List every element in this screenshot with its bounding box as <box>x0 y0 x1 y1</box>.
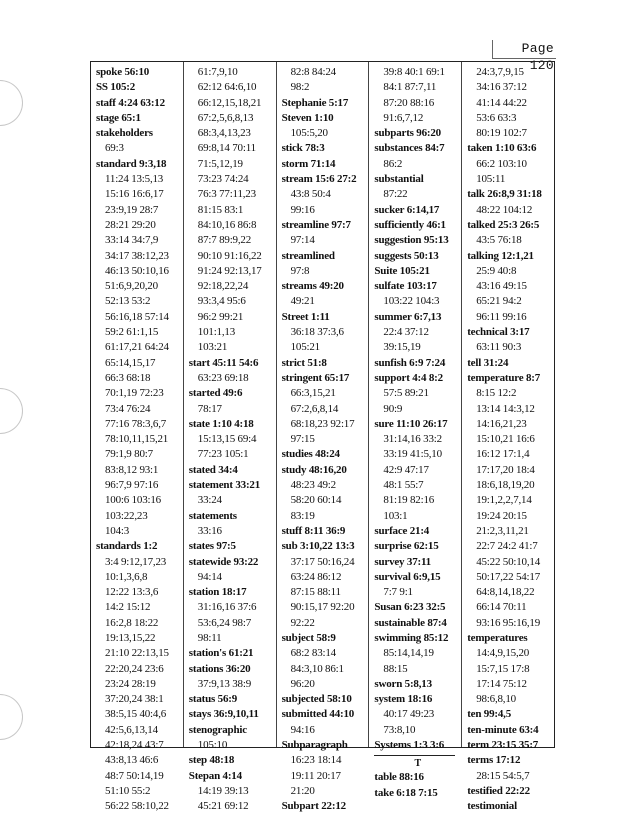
index-headword: station 18:17 <box>188 586 247 599</box>
index-citation: 57:5 89:21 <box>383 387 429 400</box>
index-citation: 12:22 13:3,6 <box>105 586 159 599</box>
index-citation: 81:15 83:1 <box>197 203 244 216</box>
index-citation: 97:8 <box>290 264 310 277</box>
index-headword: sufficiently 46:1 <box>374 218 446 231</box>
index-headword: Steven 1:10 <box>281 111 334 124</box>
index-citation: 103:21 <box>197 341 228 354</box>
index-citation: 48:7 50:14,19 <box>105 769 164 782</box>
index-citation: 98:2 <box>290 81 310 94</box>
index-citation: 87:15 88:11 <box>290 586 341 599</box>
index-citation: 67:2,5,6,8,13 <box>197 111 254 124</box>
punch-hole-bottom <box>0 694 23 740</box>
index-headword: talked 25:3 26:5 <box>467 218 540 231</box>
index-citation: 66:3,15,21 <box>290 387 336 400</box>
index-citation: 100:6 103:16 <box>105 494 161 507</box>
section-letter: T <box>414 758 422 770</box>
index-headword: suggests 50:13 <box>374 249 439 262</box>
index-citation: 78:10,11,15,21 <box>105 433 169 446</box>
index-citation: 16:2,8 18:22 <box>105 616 159 629</box>
index-citation: 23:24 28:19 <box>105 677 156 690</box>
index-citation: 86:2 <box>383 157 403 170</box>
index-citation: 66:14 70:11 <box>476 601 527 614</box>
index-citation: 90:9 <box>383 402 403 415</box>
index-headword: spoke 56:10 <box>96 66 150 78</box>
index-headword: talk 26:8,9 31:18 <box>467 188 542 201</box>
index-column-3 <box>277 62 370 813</box>
index-headword: Systems 1:3 3:6 <box>374 739 445 752</box>
index-headword: submitted 44:10 <box>281 708 355 721</box>
index-citation: 69:8,14 70:11 <box>197 142 256 155</box>
index-citation: 97:15 <box>290 433 315 446</box>
index-citation: 28:15 54:5,7 <box>476 769 530 782</box>
index-headword: Suite 105:21 <box>374 264 430 277</box>
index-citation: 66:12,15,18,21 <box>197 96 262 109</box>
index-headword: sulfate 103:17 <box>374 280 437 293</box>
index-citation: 84:10,16 86:8 <box>197 218 257 231</box>
index-citation: 65:14,15,17 <box>105 356 156 369</box>
index-citation: 40:17 49:23 <box>383 708 435 721</box>
index-citation: 83:19 <box>290 509 315 522</box>
index-citation: 51:10 55:2 <box>105 784 151 797</box>
index-citation: 15:7,15 17:8 <box>476 662 530 675</box>
index-citation: 36:18 37:3,6 <box>290 326 344 339</box>
index-citation: 96:2 99:21 <box>197 310 244 323</box>
index-citation: 70:1,19 72:23 <box>105 387 164 400</box>
index-citation: 78:17 <box>197 402 222 415</box>
index-headword: step 48:18 <box>188 754 235 767</box>
index-citation: 96:11 99:16 <box>476 310 527 323</box>
index-headword: statement 33:21 <box>188 479 261 492</box>
index-column-2 <box>184 62 277 813</box>
punch-hole-middle <box>0 388 23 434</box>
index-citation: 77:23 105:1 <box>197 448 249 461</box>
index-citation: 21:2,3,11,21 <box>476 524 529 537</box>
index-citation: 10:1,3,6,8 <box>105 570 148 583</box>
index-citation: 94:16 <box>290 723 315 736</box>
index-citation: 16:23 18:14 <box>290 754 342 767</box>
index-headword: stuff 8:11 36:9 <box>281 524 346 537</box>
index-citation: 14:19 39:13 <box>197 784 249 797</box>
index-headword: stakeholders <box>96 127 153 140</box>
index-citation: 105:5,20 <box>290 127 328 140</box>
index-citation: 93:16 95:16,19 <box>476 616 540 629</box>
index-citation: 22:7 24:2 41:7 <box>476 540 538 553</box>
index-citation: 7:7 9:1 <box>383 586 413 599</box>
index-citation: 105:21 <box>290 341 320 354</box>
index-citation: 43:8,13 46:6 <box>105 754 159 767</box>
index-citation: 34:17 38:12,23 <box>105 249 169 262</box>
index-citation: 15:13,15 69:4 <box>197 433 257 446</box>
index-citation: 14:2 15:12 <box>105 601 151 614</box>
index-citation: 81:19 82:16 <box>383 494 435 507</box>
index-citation: 43:16 49:15 <box>476 280 527 293</box>
index-citation: 19:11 20:17 <box>290 769 341 782</box>
index-citation: 19:1,2,2,7,14 <box>476 494 532 507</box>
index-headword: stations 36:20 <box>188 662 251 675</box>
index-citation: 23:9,19 28:7 <box>105 203 159 216</box>
index-citation: 19:24 20:15 <box>476 509 527 522</box>
index-headword: storm 71:14 <box>281 157 336 170</box>
index-citation: 65:21 94:2 <box>476 295 522 308</box>
index-citation: 34:16 37:12 <box>476 81 527 94</box>
index-citation: 13:14 14:3,12 <box>476 402 535 415</box>
index-citation: 8:15 12:2 <box>476 387 517 400</box>
index-citation: 59:2 61:1,15 <box>105 326 159 339</box>
index-citation: 45:22 50:10,14 <box>476 555 540 568</box>
index-citation: 37:20,24 38:1 <box>105 693 164 706</box>
index-citation: 98:6,8,10 <box>476 693 516 706</box>
index-headword: suggestion 95:13 <box>374 234 449 247</box>
index-headword: Stephanie 5:17 <box>281 96 349 109</box>
index-headword: subparts 96:20 <box>374 127 441 140</box>
index-citation: 43:5 76:18 <box>476 234 522 247</box>
index-citation: 68:3,4,13,23 <box>197 127 251 140</box>
index-citation: 39:8 40:1 69:1 <box>383 66 445 78</box>
index-citation: 103:22,23 <box>105 509 148 522</box>
index-citation: 84:1 87:7,11 <box>383 81 437 94</box>
index-column-5 <box>462 62 554 813</box>
index-headword: start 45:11 54:6 <box>188 356 259 369</box>
index-citation: 103:22 104:3 <box>383 295 440 308</box>
index-citation: 67:2,6,8,14 <box>290 402 339 415</box>
index-citation: 80:19 102:7 <box>476 127 527 140</box>
index-headword: stringent 65:17 <box>281 371 350 384</box>
index-citation: 90:15,17 92:20 <box>290 601 355 614</box>
punch-hole-top <box>0 80 23 126</box>
index-citation: 96:20 <box>290 677 315 690</box>
index-citation: 58:20 60:14 <box>290 494 342 507</box>
index-citation: 91:6,7,12 <box>383 111 424 124</box>
index-headword: system 18:16 <box>374 693 433 706</box>
index-citation: 41:14 44:22 <box>476 96 527 109</box>
index-citation: 63:24 86:12 <box>290 570 342 583</box>
index-headword: subject 58:9 <box>281 631 336 644</box>
index-headword: table 88:16 <box>374 771 424 784</box>
index-headword: testimonial <box>467 800 517 813</box>
index-citation: 48:1 55:7 <box>383 479 424 492</box>
index-citation: 14:16,21,23 <box>476 417 527 430</box>
index-citation: 71:5,12,19 <box>197 157 243 170</box>
index-citation: 73:23 74:24 <box>197 173 249 186</box>
index-headword: sustainable 87:4 <box>374 616 447 629</box>
index-citation: 39:15,19 <box>383 341 421 354</box>
index-citation: 31:16,16 37:6 <box>197 601 257 614</box>
index-citation: 3:4 9:12,17,23 <box>105 555 167 568</box>
index-citation: 103:1 <box>383 509 408 522</box>
index-citation: 105:10 <box>197 739 228 752</box>
index-citation: 33:16 <box>197 524 222 537</box>
index-citation: 46:13 50:10,16 <box>105 264 169 277</box>
index-headword: Street 1:11 <box>281 310 330 323</box>
index-citation: 92:18,22,24 <box>197 280 249 293</box>
index-headword: sucker 6:14,17 <box>374 203 440 216</box>
index-headword: testified 22:22 <box>467 784 530 797</box>
index-headword: ten 99:4,5 <box>467 708 512 721</box>
index-citation: 69:3 <box>105 142 124 155</box>
index-citation: 51:6,9,20,20 <box>105 280 158 293</box>
index-headword: stream 15:6 27:2 <box>281 173 357 186</box>
index-headword: technical 3:17 <box>467 326 530 339</box>
index-citation: 105:11 <box>476 173 506 186</box>
index-headword: statements <box>188 509 237 522</box>
index-citation: 91:24 92:13,17 <box>197 264 262 277</box>
index-headword: state 1:10 4:18 <box>188 417 254 430</box>
index-citation: 88:15 <box>383 662 408 675</box>
index-headword: surprise 62:15 <box>374 540 439 553</box>
index-headword: status 56:9 <box>188 693 238 706</box>
index-citation: 42:9 47:17 <box>383 463 429 476</box>
index-headword: survey 37:11 <box>374 555 431 568</box>
index-citation: 73:8,10 <box>383 723 416 736</box>
index-citation: 87:22 <box>383 188 408 201</box>
index-citation: 83:8,12 93:1 <box>105 463 159 476</box>
index-headword: temperature 8:7 <box>467 371 541 384</box>
index-headword: sure 11:10 26:17 <box>374 417 448 430</box>
index-citation: 48:22 104:12 <box>476 203 533 216</box>
index-headword: standard 9:3,18 <box>96 157 167 170</box>
index-citation: 33:24 <box>197 494 222 507</box>
index-citation: 96:7,9 97:16 <box>105 479 159 492</box>
index-citation: 33:19 41:5,10 <box>383 448 442 461</box>
index-headword: sunfish 6:9 7:24 <box>374 356 446 369</box>
index-citation: 17:17,20 18:4 <box>476 463 535 476</box>
index-citation: 25:9 40:8 <box>476 264 517 277</box>
index-citation: 31:14,16 33:2 <box>383 433 442 446</box>
index-citation: 43:8 50:4 <box>290 188 331 201</box>
index-headword: SS 105:2 <box>96 81 136 94</box>
index-table <box>90 61 555 813</box>
index-headword: states 97:5 <box>188 540 236 553</box>
index-headword: statewide 93:22 <box>188 555 259 568</box>
index-citation: 63:11 90:3 <box>476 341 522 354</box>
index-citation: 61:7,9,10 <box>197 66 238 78</box>
index-citation: 11:24 13:5,13 <box>105 173 164 186</box>
index-headword: stick 78:3 <box>281 142 325 155</box>
index-citation: 17:14 75:12 <box>476 677 527 690</box>
section-divider <box>374 755 455 756</box>
index-citation: 56:22 58:10,22 <box>105 800 169 813</box>
index-citation: 45:21 69:12 <box>197 800 249 813</box>
index-citation: 50:17,22 54:17 <box>476 570 540 583</box>
index-headword: term 23:15 35:7 <box>467 739 539 752</box>
index-headword: tell 31:24 <box>467 356 509 369</box>
index-citation: 63:23 69:18 <box>197 371 249 384</box>
index-headword: take 6:18 7:15 <box>374 786 438 799</box>
index-citation: 15:10,21 16:6 <box>476 433 535 446</box>
index-citation: 90:10 91:16,22 <box>197 249 262 262</box>
index-citation: 52:13 53:2 <box>105 295 151 308</box>
index-citation: 37:9,13 38:9 <box>197 677 252 690</box>
index-headword: stage 65:1 <box>96 111 141 124</box>
index-citation: 19:13,15,22 <box>105 631 156 644</box>
index-citation: 18:6,18,19,20 <box>476 479 535 492</box>
index-headword: ten-minute 63:4 <box>467 723 539 736</box>
index-citation: 99:16 <box>290 203 315 216</box>
index-citation: 37:17 50:16,24 <box>290 555 355 568</box>
index-citation: 48:23 49:2 <box>290 479 336 492</box>
index-citation: 22:20,24 23:6 <box>105 662 164 675</box>
index-citation: 21:10 22:13,15 <box>105 647 169 660</box>
index-citation: 101:1,13 <box>197 326 236 339</box>
index-citation: 62:12 64:6,10 <box>197 81 257 94</box>
index-headword: station's 61:21 <box>188 647 254 660</box>
index-headword: Subpart 22:12 <box>281 800 346 813</box>
index-citation: 87:20 88:16 <box>383 96 435 109</box>
index-column-1 <box>91 62 184 813</box>
index-headword: started 49:6 <box>188 387 243 400</box>
index-citation: 77:16 78:3,6,7 <box>105 417 167 430</box>
index-citation: 42:18,24 43:7 <box>105 739 164 752</box>
index-headword: taken 1:10 63:6 <box>467 142 537 155</box>
index-citation: 22:4 37:12 <box>383 326 429 339</box>
index-citation: 73:4 76:24 <box>105 402 151 415</box>
index-citation: 82:8 84:24 <box>290 66 336 78</box>
index-citation: 68:18,23 92:17 <box>290 417 355 430</box>
index-citation: 68:2 83:14 <box>290 647 336 660</box>
index-headword: streamline 97:7 <box>281 218 351 231</box>
index-headword: sub 3:10,22 13:3 <box>281 540 355 553</box>
index-headword: stenographic <box>188 723 247 736</box>
index-citation: 98:11 <box>197 631 222 644</box>
index-citation: 14:4,9,15,20 <box>476 647 530 660</box>
index-citation: 38:5,15 40:4,6 <box>105 708 167 721</box>
index-headword: sworn 5:8,13 <box>374 677 432 690</box>
index-headword: stated 34:4 <box>188 463 238 476</box>
index-headword: subjected 58:10 <box>281 693 352 706</box>
index-citation: 49:21 <box>290 295 315 308</box>
page-number: Page 120 <box>492 40 556 59</box>
index-citation: 53:6,24 98:7 <box>197 616 252 629</box>
index-citation: 66:2 103:10 <box>476 157 527 170</box>
index-headword: study 48:16,20 <box>281 463 347 476</box>
index-citation: 28:21 29:20 <box>105 218 156 231</box>
index-headword: temperatures <box>467 631 528 644</box>
index-citation: 16:12 17:1,4 <box>476 448 530 461</box>
index-citation: 15:16 16:6,17 <box>105 188 164 201</box>
index-headword: streamlined <box>281 249 335 262</box>
index-headword: streams 49:20 <box>281 280 344 293</box>
index-citation: 53:6 63:3 <box>476 111 517 124</box>
index-citation: 61:17,21 64:24 <box>105 341 169 354</box>
index-citation: 33:14 34:7,9 <box>105 234 159 247</box>
index-headword: studies 48:24 <box>281 448 340 461</box>
index-headword: support 4:4 8:2 <box>374 371 443 384</box>
index-citation: 93:3,4 95:6 <box>197 295 246 308</box>
index-citation: 76:3 77:11,23 <box>197 188 256 201</box>
index-headword: survival 6:9,15 <box>374 570 441 583</box>
index-citation: 94:14 <box>197 570 222 583</box>
index-headword: surface 21:4 <box>374 524 430 537</box>
index-headword: Susan 6:23 32:5 <box>374 601 446 614</box>
index-column-4 <box>369 62 462 799</box>
index-citation: 79:1,9 80:7 <box>105 448 153 461</box>
index-headword: terms 17:12 <box>467 754 521 767</box>
index-citation: 97:14 <box>290 234 315 247</box>
index-citation: 85:14,14,19 <box>383 647 434 660</box>
index-citation: 64:8,14,18,22 <box>476 586 535 599</box>
index-headword: summer 6:7,13 <box>374 310 442 323</box>
index-headword: talking 12:1,21 <box>467 249 534 262</box>
index-citation: 92:22 <box>290 616 315 629</box>
index-citation: 104:3 <box>105 524 130 537</box>
index-headword: stays 36:9,10,11 <box>188 708 259 721</box>
index-headword: staff 4:24 63:12 <box>96 96 165 109</box>
index-headword: standards 1:2 <box>96 540 158 553</box>
index-citation: 66:3 68:18 <box>105 371 151 384</box>
index-citation: 87:7 89:9,22 <box>197 234 252 247</box>
index-headword: substantial <box>374 173 424 186</box>
index-headword: Stepan 4:14 <box>188 769 242 782</box>
index-citation: 21:20 <box>290 784 315 797</box>
index-citation: 24:3,7,9,15 <box>476 66 524 78</box>
index-headword: Subparagraph <box>281 739 348 752</box>
index-headword: strict 51:8 <box>281 356 327 369</box>
index-headword: substances 84:7 <box>374 142 445 155</box>
index-citation: 84:3,10 86:1 <box>290 662 344 675</box>
index-headword: swimming 85:12 <box>374 631 449 644</box>
index-citation: 42:5,6,13,14 <box>105 723 158 736</box>
index-citation: 56:16,18 57:14 <box>105 310 169 323</box>
